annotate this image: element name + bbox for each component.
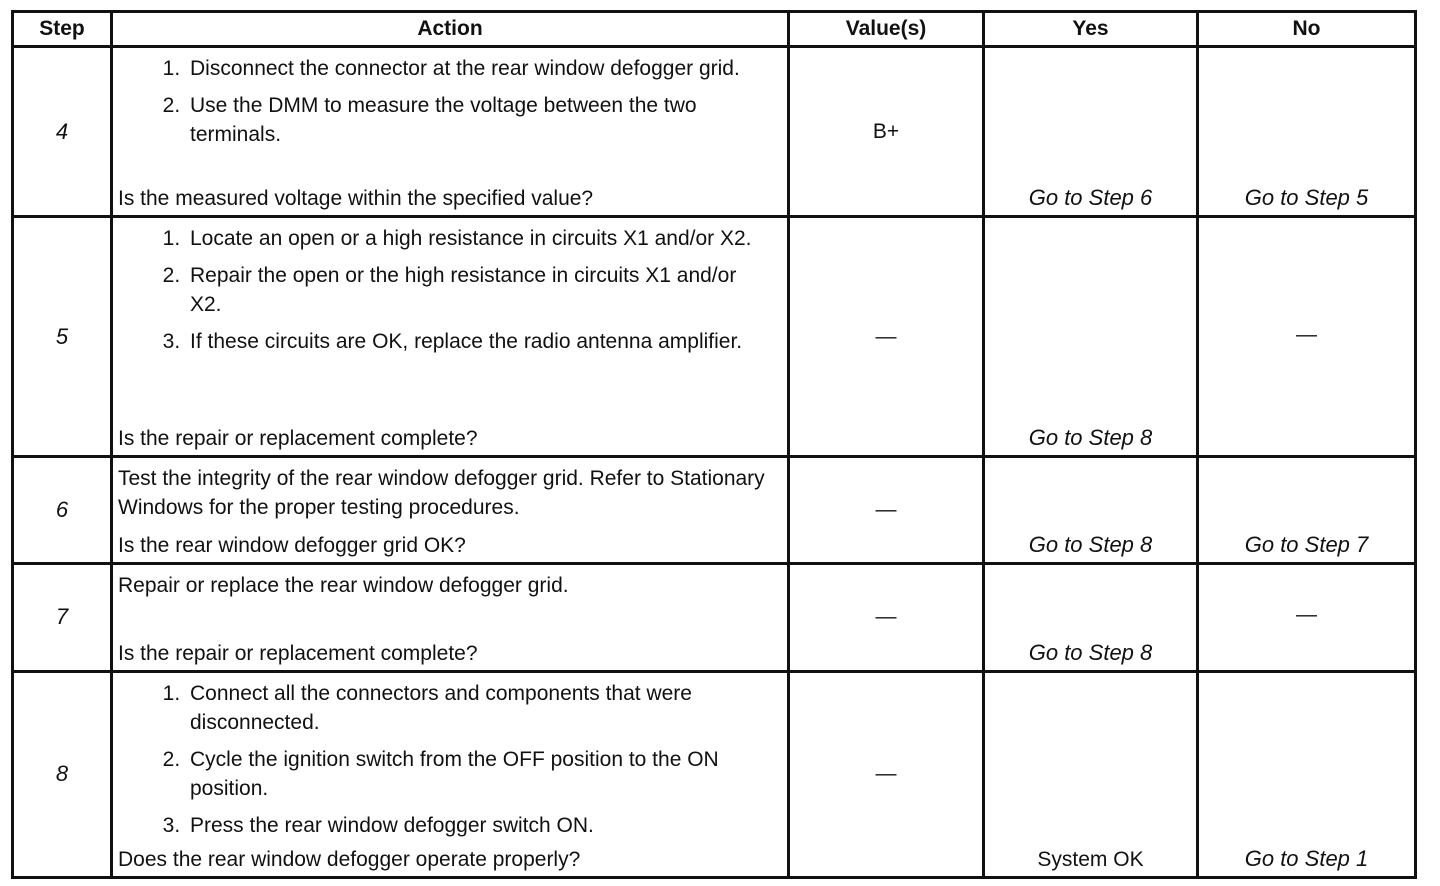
action-paragraph: Test the integrity of the rear window defogger grid. Refer to Stationary Windows for the proper testing procedures. xyxy=(118,467,765,520)
action-item: 2. Repair the open or the high resistance in circuits X1 and/or X2. xyxy=(186,261,773,319)
action-question: Is the measured voltage within the specified value? xyxy=(118,187,594,211)
value-cell: — xyxy=(789,563,984,671)
column-header-yes: Yes xyxy=(984,12,1198,47)
no-goto: Go to Step 1 xyxy=(1244,846,1369,871)
header-row xyxy=(13,12,1416,47)
action-item: 2. Cycle the ignition switch from the OFF position to the ON position. xyxy=(186,745,773,803)
action-list xyxy=(118,679,773,844)
table-row-step-8 xyxy=(13,671,1416,877)
table-row-step-7 xyxy=(13,563,1416,671)
table-row-step-6 xyxy=(13,457,1416,563)
action-list xyxy=(118,54,773,153)
action-item: 3. If these circuits are OK, replace the radio antenna amplifier. xyxy=(186,327,773,356)
value-cell: — xyxy=(789,217,984,457)
no-cell: — xyxy=(1198,217,1416,457)
action-question: Is the rear window defogger grid OK? xyxy=(118,533,466,557)
yes-cell xyxy=(984,563,1198,671)
action-item: 1. Locate an open or a high resistance in circuits X1 and/or X2. xyxy=(186,224,773,253)
action-question: Is the repair or replacement complete? xyxy=(118,427,478,451)
yes-result: System OK xyxy=(1037,848,1144,871)
action-list xyxy=(118,224,773,360)
action-cell xyxy=(112,217,789,457)
table-row-step-4 xyxy=(13,47,1416,217)
step-number: 8 xyxy=(13,671,112,877)
column-header-values: Value(s) xyxy=(789,12,984,47)
yes-cell xyxy=(984,217,1198,457)
yes-goto: Go to Step 8 xyxy=(1028,425,1153,451)
no-goto: Go to Step 7 xyxy=(1244,531,1369,557)
action-item: 2. Use the DMM to measure the voltage between the two terminals. xyxy=(186,91,773,149)
yes-cell xyxy=(984,457,1198,563)
action-cell xyxy=(112,457,789,563)
step-number: 5 xyxy=(13,217,112,457)
value-cell: — xyxy=(789,457,984,563)
yes-goto: Go to Step 8 xyxy=(1028,639,1153,665)
no-cell xyxy=(1198,47,1416,217)
no-cell xyxy=(1198,671,1416,877)
table-row-step-5 xyxy=(13,217,1416,457)
column-header-no: No xyxy=(1198,12,1416,47)
action-question: Is the repair or replacement complete? xyxy=(118,641,478,665)
yes-goto: Go to Step 8 xyxy=(1028,531,1153,557)
no-goto: Go to Step 5 xyxy=(1244,185,1369,211)
action-cell xyxy=(112,563,789,671)
action-item: 1. Disconnect the connector at the rear window defogger grid. xyxy=(186,54,773,83)
yes-cell xyxy=(984,47,1198,217)
action-paragraph: Repair or replace the rear window defogger grid. xyxy=(118,573,569,597)
step-number: 6 xyxy=(13,457,112,563)
value-cell: B+ xyxy=(789,47,984,217)
action-cell xyxy=(112,671,789,877)
column-header-action: Action xyxy=(112,12,789,47)
column-header-step: Step xyxy=(13,12,112,47)
action-item: 1. Connect all the connectors and components that were disconnected. xyxy=(186,679,773,737)
value-cell: — xyxy=(789,671,984,877)
action-item: 3. Press the rear window defogger switch ON. xyxy=(186,811,773,840)
no-cell xyxy=(1198,457,1416,563)
yes-cell xyxy=(984,671,1198,877)
action-cell xyxy=(112,47,789,217)
step-number: 4 xyxy=(13,47,112,217)
diagnostic-table xyxy=(11,10,1417,879)
yes-goto: Go to Step 6 xyxy=(1028,185,1153,211)
no-cell: — xyxy=(1198,563,1416,671)
step-number: 7 xyxy=(13,563,112,671)
action-question: Does the rear window defogger operate properly? xyxy=(118,848,581,871)
